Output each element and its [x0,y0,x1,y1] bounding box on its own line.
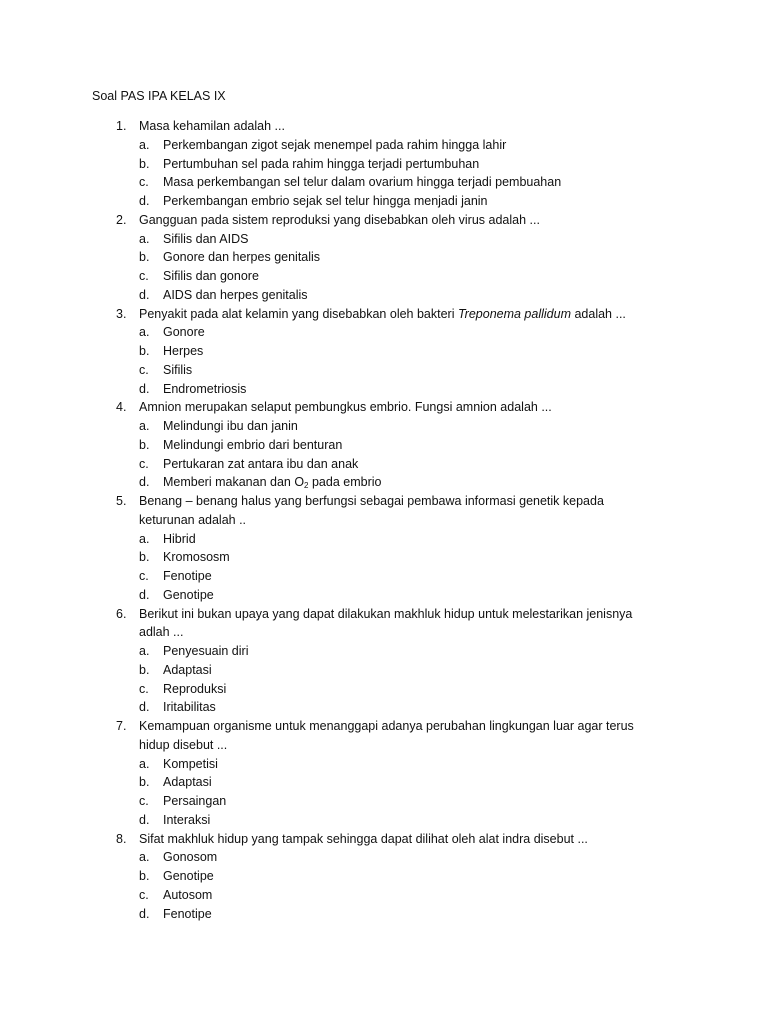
option-d [0,380,768,399]
option-text: Adaptasi [163,775,212,790]
option-text: Masa perkembangan sel telur dalam ovarium hingga terjadi pembuahan [163,175,562,190]
option-c [0,267,768,286]
option-letter: d. [139,381,150,396]
option-d [0,698,768,717]
document-title: Soal PAS IPA KELAS IX [92,89,226,103]
option-letter: c. [139,794,149,808]
option-letter: b. [139,156,150,171]
option-letter: b. [139,437,150,452]
option-c [0,567,768,586]
option-letter: d. [139,194,150,208]
option-letter: a. [139,644,150,658]
option-letter: c. [139,681,149,696]
question-5 [0,492,768,605]
option-text: Herpes [163,344,204,358]
option-c [0,886,768,905]
option-letter: a. [139,231,150,246]
option-letter: b. [139,775,150,790]
option-list [0,848,768,923]
option-list [0,755,768,830]
option-letter: c. [139,456,149,471]
option-text: Gonore [163,325,205,340]
option-letter: b. [139,869,150,883]
question-text: Benang – benang halus yang berfungsi sebagai pembawa informasi genetik kepada keturunan adalah .. [139,494,604,527]
option-letter: d. [139,812,150,827]
option-letter: c. [139,569,149,583]
option-d [0,905,768,924]
question-number: 3. [116,306,127,321]
option-text: Reproduksi [163,681,227,696]
option-text: Sifilis dan AIDS [163,231,249,246]
option-c [0,680,768,699]
question-list [0,117,768,923]
option-letter: b. [139,250,150,265]
question-text: Amnion merupakan selaput pembungkus embrio. Fungsi amnion adalah ... [139,400,552,415]
option-text [163,473,768,492]
option-letter: a. [139,756,150,771]
question-number: 2. [116,212,127,227]
option-letter: a. [139,419,150,433]
option-list [0,323,768,398]
option-letter: a. [139,850,150,865]
option-a [0,417,768,436]
option-letter: d. [139,287,150,302]
option-text: Perkembangan embrio sejak sel telur hingga menjadi janin [163,194,488,208]
question-1 [0,117,768,211]
option-a [0,230,768,249]
question-text: Gangguan pada sistem reproduksi yang disebabkan oleh virus adalah ... [139,212,540,227]
option-a [0,136,768,155]
question-number: 5. [116,494,127,508]
option-text-after: pada embrio [308,475,382,490]
option-letter: b. [139,550,150,565]
option-text: Kompetisi [163,756,218,771]
question-number: 6. [116,606,127,621]
question-text: Masa kehamilan adalah ... [139,119,285,133]
option-text: Sifilis [163,362,193,377]
question-6 [0,605,768,718]
option-text: Genotipe [163,869,214,883]
species-name: Treponema pallidum [457,306,571,321]
option-letter: a. [139,137,150,152]
option-list [0,642,768,717]
option-b [0,773,768,792]
option-letter: a. [139,531,150,546]
option-text: Hibrid [163,531,196,546]
subscript: 2 [304,481,309,491]
option-text: Pertumbuhan sel pada rahim hingga terjadi pertumbuhan [163,156,480,171]
option-text: Autosom [163,887,213,902]
option-letter: d. [139,587,150,602]
question-number: 4. [116,400,127,415]
option-text: Penyesuain diri [163,644,249,658]
option-text: Endrometriosis [163,381,247,396]
option-text: Perkembangan zigot sejak menempel pada rahim hingga lahir [163,137,507,152]
option-letter: c. [139,362,149,377]
option-text: Melindungi embrio dari benturan [163,437,343,452]
option-letter: d. [139,906,150,921]
option-b [0,342,768,361]
option-text: Fenotipe [163,569,212,583]
option-b [0,436,768,455]
option-text: Genotipe [163,587,214,602]
option-b [0,548,768,567]
option-list [0,530,768,605]
option-a [0,755,768,774]
option-c [0,455,768,474]
option-c [0,361,768,380]
option-b [0,155,768,174]
option-b [0,661,768,680]
question-3 [0,305,768,399]
option-letter: b. [139,344,150,358]
question-text: Berikut ini bukan upaya yang dapat dilakukan makhluk hidup untuk melestarikan jenisnya adlah ... [139,606,633,640]
option-b [0,248,768,267]
option-letter: b. [139,662,150,677]
question-text-after: adalah ... [571,306,626,321]
option-text-before: Memberi makanan dan O [163,475,305,490]
option-text: Fenotipe [163,906,212,921]
question-7 [0,717,768,830]
option-text: AIDS dan herpes genitalis [163,287,308,302]
option-a [0,848,768,867]
option-text: Persaingan [163,794,227,808]
option-d [0,811,768,830]
option-letter: c. [139,887,149,902]
option-letter: c. [139,175,149,190]
question-text: Kemampuan organisme untuk menanggapi adanya perubahan lingkungan luar agar terus hidup disebut ... [139,719,634,752]
option-list [0,230,768,305]
option-d [0,286,768,305]
option-c [0,792,768,811]
option-letter: a. [139,325,150,340]
option-c [0,173,768,192]
option-text: Gonosom [163,850,218,865]
option-text: Iritabilitas [163,700,216,715]
option-text: Gonore dan herpes genitalis [163,250,321,265]
option-letter: d. [139,475,150,490]
question-text [139,305,659,324]
question-4 [0,398,768,492]
option-text: Pertukaran zat antara ibu dan anak [163,456,359,471]
option-a [0,642,768,661]
option-a [0,323,768,342]
option-text: Kromososm [163,550,230,565]
option-letter: c. [139,269,149,283]
option-text: Adaptasi [163,662,212,677]
option-list [0,136,768,211]
option-d [0,473,768,492]
question-number: 1. [116,119,127,133]
option-text: Interaksi [163,812,211,827]
question-text: Sifat makhluk hidup yang tampak sehingga dapat dilihat oleh alat indra disebut ... [139,831,588,846]
question-number: 8. [116,831,127,846]
option-text: Sifilis dan gonore [163,269,259,283]
question-number: 7. [116,719,127,733]
option-list [0,417,768,492]
question-2 [0,211,768,305]
option-b [0,867,768,886]
option-text: Melindungi ibu dan janin [163,419,298,433]
question-8 [0,830,768,924]
option-d [0,192,768,211]
option-d [0,586,768,605]
option-letter: d. [139,700,150,715]
option-a [0,530,768,549]
question-text-before: Penyakit pada alat kelamin yang disebabkan oleh bakteri [139,306,458,321]
